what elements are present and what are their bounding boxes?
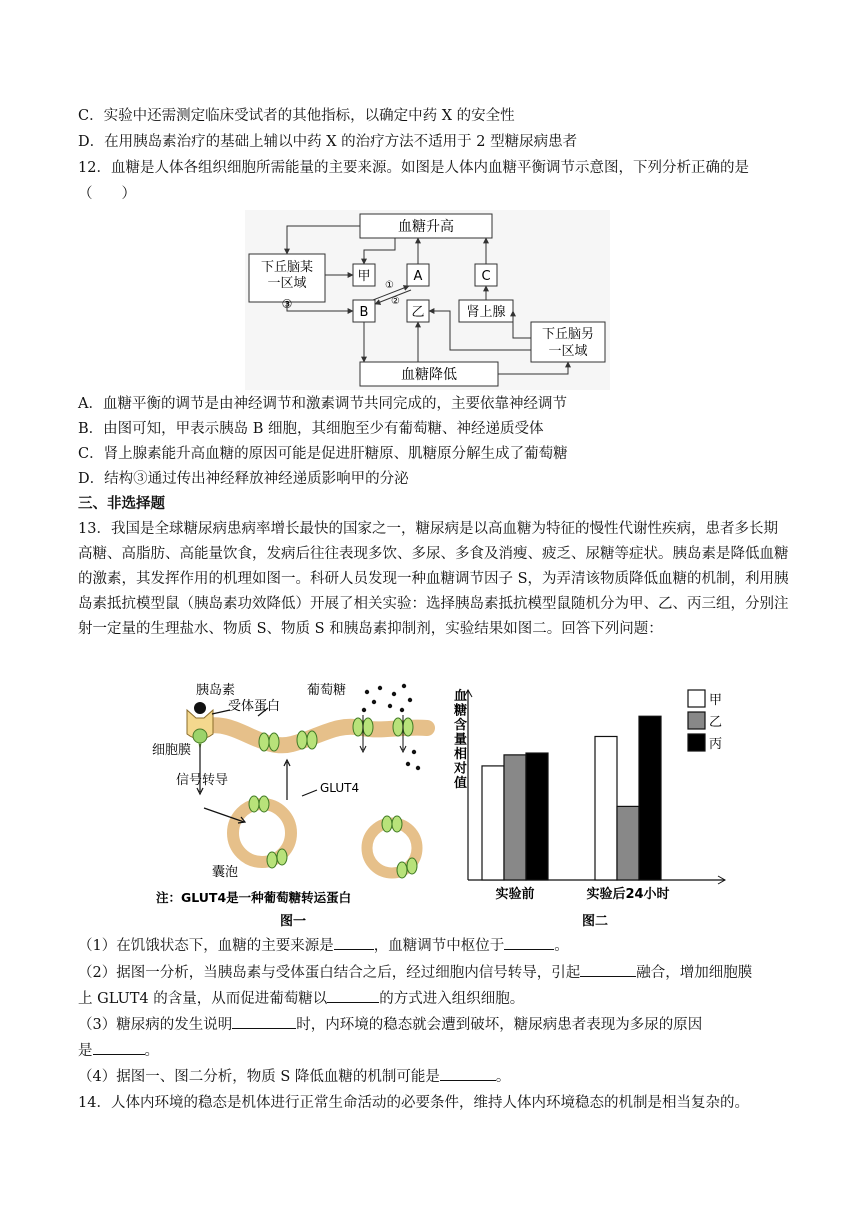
bar-丙-2 [639,716,661,880]
insulin-dot [194,702,206,714]
label-signal: 信号转导 [176,773,229,788]
figure-2-chart [440,680,730,932]
label-hypo1-l2: 一区域 [267,276,307,291]
subquestion-2-line1: （2）据图一分析，当胰岛素与受体蛋白结合之后，经过细胞内信号转导，引起 融合，增加细胞膜 [78,962,752,984]
question-13: 13．我国是全球糖尿病患病率增长最快的国家之一，糖尿病是以高血糖为特征的慢性代谢性疾病，患者多长期高糖、高脂肪、高能量饮食，发病后往往表现多饮、多尿、多食及消瘦、疲乏、尿糖等症状。胰岛素是降低血糖的激素，其发挥作用的机理如图一。科研人员发现一种血糖调节因子 S，为弄清该物质降低血糖的机制，利用胰岛素抵抗模型鼠（胰岛素功效降低）开展了相关实验：选择胰岛素抵抗模型鼠随机分为甲、乙、丙三组，分别注射一定量的生理盐水、物质 S、物质 S 和胰岛素抑制剂，实验结果如图二。回答下列问题： [78,521,789,637]
label-jia: 甲 [357,269,371,284]
label-glut4: GLUT4 [320,781,360,795]
option-a-q12: A．血糖平衡的调节是由神经调节和激素调节共同完成的，主要依靠神经调节 [78,396,567,412]
label-hypo2-l2: 一区域 [548,344,588,359]
subquestion-2-line2: 上 GLUT4 的含量，从而促进葡萄糖以 的方式进入组织细胞。 [78,988,524,1010]
question-12-paren: （ ） [78,186,136,202]
blank-2-1[interactable] [580,962,636,977]
option-b-q12: B．由图可知，甲表示胰岛 B 细胞，其细胞至少有葡萄糖、神经递质受体 [78,421,544,437]
blank-2-2[interactable] [327,988,379,1003]
label-yi: 乙 [411,305,425,320]
figure-1-caption: 图一 [280,914,307,929]
section-heading: 三、非选择题 [78,495,165,512]
legend-label-丙: 丙 [709,737,723,752]
figure-2-caption: 图二 [581,914,609,929]
y-axis-label: 血糖含量相对值 [454,689,468,791]
subquestion-3-line2: 是 。 [78,1040,159,1062]
label-adrenal: 肾上腺 [466,305,506,320]
label-n2: ② [391,296,400,307]
label-membrane: 细胞膜 [152,743,192,758]
legend-swatch-丙 [688,734,705,751]
label-hypo1-l1: 下丘脑某 [260,260,314,275]
legend-label-乙: 乙 [709,715,723,730]
label-blood-sugar-fall: 血糖降低 [401,367,457,383]
label-n1: ① [385,280,394,291]
label-hypo2-l1: 下丘脑另 [541,327,595,342]
label-b: B [359,305,369,320]
bar-丙-1 [526,753,548,880]
legend-label-甲: 甲 [709,693,723,708]
option-c-q12: C．肾上腺素能升高血糖的原因可能是促进肝糖原、肌糖原分解生成了葡萄糖 [78,446,568,462]
blank-4-1[interactable] [440,1066,496,1081]
blank-1-1[interactable] [334,935,374,950]
label-glucose: 葡萄糖 [307,683,347,698]
bar-甲-2 [595,736,617,880]
bar-甲-1 [482,766,504,880]
label-note: 注：GLUT4是一种葡萄糖转运蛋白 [156,890,352,905]
figure-1 [152,680,442,932]
question-12: 12．血糖是人体各组织细胞所需能量的主要来源。如图是人体内血糖平衡调节示意图，下列分析正确的是 [78,160,749,176]
label-hypo1-l3: ③ [281,297,293,311]
option-d-q11: D．在用胰岛素治疗的基础上辅以中药 X 的治疗方法不适用于 2 型糖尿病患者 [78,134,578,150]
label-c: C [481,269,491,284]
bar-乙-1 [504,755,526,880]
bar-乙-2 [617,806,639,880]
label-blood-sugar-rise: 血糖升高 [398,219,454,235]
x-tick-label-1: 实验前 [495,887,535,902]
blank-1-2[interactable] [504,935,554,950]
option-d-q12: D．结构③通过传出神经释放神经递质影响甲的分泌 [78,471,409,487]
option-c-q11: C．实验中还需测定临床受试者的其他指标，以确定中药 X 的安全性 [78,108,515,124]
blank-3-1[interactable] [232,1014,296,1029]
label-a: A [413,269,423,284]
label-insulin: 胰岛素 [196,683,236,698]
label-vesicle: 囊泡 [212,865,239,880]
x-tick-label-2: 实验后24小时 [586,887,670,902]
subquestion-1: （1）在饥饿状态下，血糖的主要来源是 ，血糖调节中枢位于 。 [78,935,569,957]
legend-swatch-甲 [688,690,705,707]
blank-3-2[interactable] [93,1040,145,1055]
label-receptor: 受体蛋白 [228,699,281,714]
subquestion-3-line1: （3）糖尿病的发生说明 时，内环境的稳态就会遭到破坏，糖尿病患者表现为多尿的原因 [78,1014,702,1036]
question-14: 14．人体内环境的稳态是机体进行正常生命活动的必要条件，维持人体内环境稳态的机制是相当复杂的。 [78,1095,749,1111]
blood-sugar-diagram [245,210,610,390]
legend-swatch-乙 [688,712,705,729]
subquestion-4: （4）据图一、图二分析，物质 S 降低血糖的机制可能是 。 [78,1066,510,1088]
